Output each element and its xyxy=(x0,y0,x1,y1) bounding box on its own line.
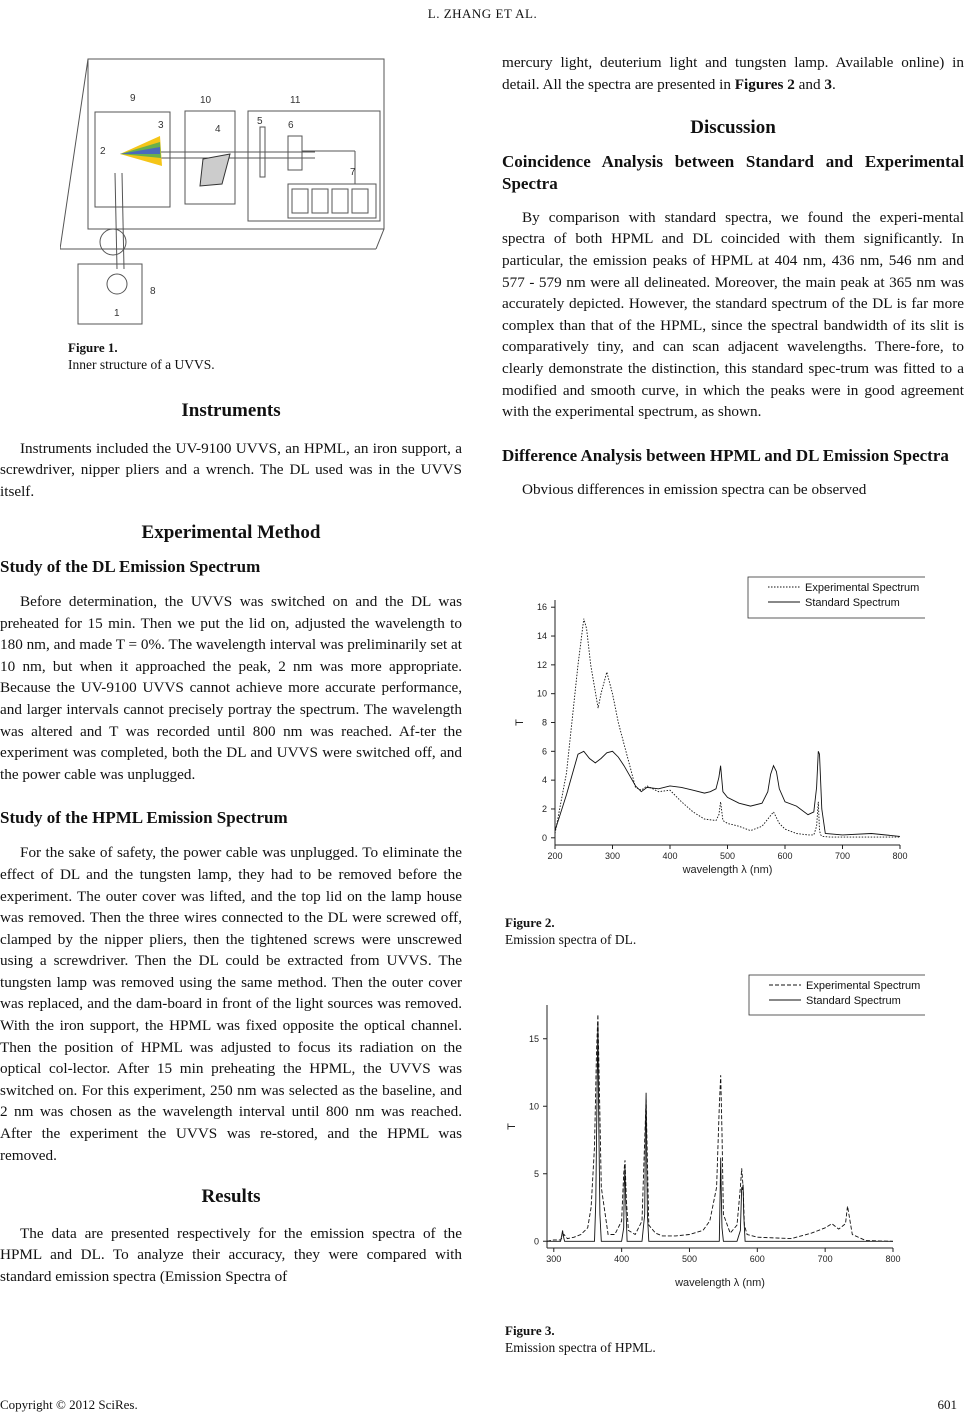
paragraph-dl-study: Before determination, the UVVS was switched on and the DL was preheated for 15 min. Then we put the lid on, adjusted the wavelength to 180 nm, and made T = 0%. The wavelength interval was preliminarily set at 10 nm, but when it approached the peak, 2 nm was more appropriate. Because the UV-9100 UVVS cannot achieve more accurate performance, and larger intervals cannot precisely portray the spectrum. The wavelength was altered and T was recorded until 800 nm was reached. Af-ter the experiment was completed, both the DL and UVVS were switched off, and the power cable was unplugged. xyxy=(0,592,462,783)
x-axis-title: wavelength λ (nm) xyxy=(682,864,773,876)
paragraph-difference: Obvious differences in emission spectra can be observed xyxy=(522,480,867,498)
y-tick-label: 10 xyxy=(536,688,547,699)
y-tick-label: 15 xyxy=(528,1033,539,1044)
svg-text:5: 5 xyxy=(257,116,263,127)
y-tick-label: 8 xyxy=(541,717,547,728)
section-title-discussion: Discussion xyxy=(690,117,776,139)
svg-text:6: 6 xyxy=(288,120,294,131)
y-tick-label: 0 xyxy=(541,832,547,843)
figure-3-label: Figure 3. xyxy=(505,1323,555,1338)
y-tick-label: 14 xyxy=(536,631,547,642)
x-tick-label: 300 xyxy=(546,1254,562,1264)
y-tick-label: 12 xyxy=(536,659,547,670)
subsection-title-hpml: Study of the HPML Emission Spectrum xyxy=(0,808,288,828)
section-title-results: Results xyxy=(201,1186,261,1208)
y-tick-label: 10 xyxy=(528,1101,539,1112)
legend-label: Experimental Spectrum xyxy=(805,582,920,594)
y-tick-label: 2 xyxy=(541,803,547,814)
y-tick-label: 6 xyxy=(541,746,547,757)
figure-2-chart xyxy=(505,575,925,905)
x-tick-label: 700 xyxy=(817,1254,833,1264)
figure-2-label: Figure 2. xyxy=(505,915,555,930)
svg-text:8: 8 xyxy=(150,286,156,297)
y-tick-label: 5 xyxy=(533,1168,539,1179)
x-tick-label: 600 xyxy=(777,851,793,861)
subsection-title-coincidence: Coincidence Analysis between Standard and Experimental Spectra xyxy=(502,151,964,193)
y-axis-title: T xyxy=(506,1123,518,1130)
y-tick-label: 16 xyxy=(536,602,547,613)
svg-text:7: 7 xyxy=(350,167,356,178)
y-tick-label: 4 xyxy=(541,775,547,786)
paragraph-results: The data are presented respectively for the emission spectra of the HPML and DL. To analyze their accuracy, they were compared with standard emission spectra (Emission Spectra of xyxy=(0,1224,462,1285)
section-title-method: Experimental Method xyxy=(141,522,321,544)
figure-1-caption: Inner structure of a UVVS. xyxy=(68,357,215,372)
figure-3-caption: Emission spectra of HPML. xyxy=(505,1340,656,1355)
instrument-outer-box xyxy=(88,59,384,229)
right-column xyxy=(502,52,964,500)
svg-text:3: 3 xyxy=(158,120,164,131)
legend-label: Standard Spectrum xyxy=(805,597,900,609)
lamp-box xyxy=(78,264,142,324)
x-tick-label: 300 xyxy=(604,851,621,861)
part-label-1: 1 xyxy=(114,308,120,319)
subsection-title-dl: Study of the DL Emission Spectrum xyxy=(0,556,261,576)
x-tick-label: 600 xyxy=(749,1254,765,1264)
y-tick-label: 0 xyxy=(533,1236,539,1247)
svg-text:9: 9 xyxy=(130,93,136,104)
footer-page-number: 601 xyxy=(937,1397,957,1412)
svg-text:2: 2 xyxy=(100,146,106,157)
paragraph-coincidence: By comparison with standard spectra, we found the experi-mental spectra of both HPML and DL coincided with them significantly. In particular, the emission peaks of HPML at 404 nm, 436 nm, 546 nm and 577 - 579 nm were all delineated. Moreover, the main peak at 365 nm was accurately depicted. However, the standard spectrum of the DL is far more complex than that of the HPML, since the spectral bandwidth of its slit is comparatively tiny, and can scan adjacent wavelengths. There-fore, to clearly demonstrate the distinction, this standard spec-trum was fitted to a modified and smooth curve, in which the peaks were in good agreement with the experimental spectrum, as shown. xyxy=(502,208,964,421)
figure-1-diagram xyxy=(60,54,400,329)
x-tick-label: 800 xyxy=(885,1254,901,1264)
detector-box xyxy=(248,111,380,221)
legend-label: Standard Spectrum xyxy=(806,995,901,1007)
series-line-0 xyxy=(555,619,900,837)
figure-1-label: Figure 1. xyxy=(68,340,118,355)
section-title-instruments: Instruments xyxy=(181,400,281,421)
left-column xyxy=(0,400,462,1288)
figure-2-caption: Emission spectra of DL. xyxy=(505,932,637,947)
x-tick-label: 200 xyxy=(547,851,563,861)
x-tick-label: 400 xyxy=(662,851,678,861)
svg-text:10: 10 xyxy=(200,95,212,106)
footer-copyright: Copyright © 2012 SciRes. xyxy=(0,1397,138,1412)
legend-label: Experimental Spectrum xyxy=(806,980,921,992)
figure-3-chart xyxy=(505,970,925,1310)
svg-text:11: 11 xyxy=(290,95,301,106)
x-tick-label: 500 xyxy=(681,1254,697,1264)
paragraph-hpml-study: For the sake of safety, the power cable was unplugged. To eliminate the effect of DL and the tungsten lamp, they had to be removed before the experiment. The outer cover was lifted, and the top lid on the lamp house was removed. Then the three wires connected to the DL were screwed off, clamped by the nipper pliers, then the tightened screws were unscrewed using a screwdriver. Then the DL could be extracted from UVVS. The tungsten lamp was removed using the same method. Then the outer cover was replaced, and the dam-board in front of the light sources was removed. With the iron support, the HPML was fixed opposite the optical channel. Then the position of HPML was adjusted to focus its radiation on the optical col-lector. After 15 min preheating the HPML, the UVVS was switched on. For this experiment, 250 nm was selected as the baseline, and 2 nm was chosen as the wavelength interval until 800 nm was reached. After the experiment the UVVS was re-stored, and the HPML was removed. xyxy=(0,844,462,1164)
x-tick-label: 700 xyxy=(834,851,851,861)
subsection-title-difference: Difference Analysis between HPML and DL Emission Spectra xyxy=(502,445,949,465)
x-tick-label: 400 xyxy=(614,1254,630,1264)
x-axis-title: wavelength λ (nm) xyxy=(675,1277,765,1289)
y-axis-title: T xyxy=(514,719,526,726)
svg-text:4: 4 xyxy=(215,124,221,135)
x-tick-label: 800 xyxy=(892,851,908,861)
running-header: L. ZHANG ET AL. xyxy=(427,6,538,21)
sample-cell xyxy=(200,154,230,186)
paragraph-spectra-source: mercury light, deuterium light and tungsten lamp. Available online) in detail. All the spectra are presented in Figures 2 and 3. xyxy=(502,54,964,93)
paragraph-instruments: Instruments included the UV-9100 UVVS, an HPML, an iron support, a screwdriver, nipper pliers and a wrench. The DL used was in the UVVS itself. xyxy=(0,439,462,500)
x-tick-label: 500 xyxy=(719,851,736,861)
series-line-1 xyxy=(555,751,900,836)
